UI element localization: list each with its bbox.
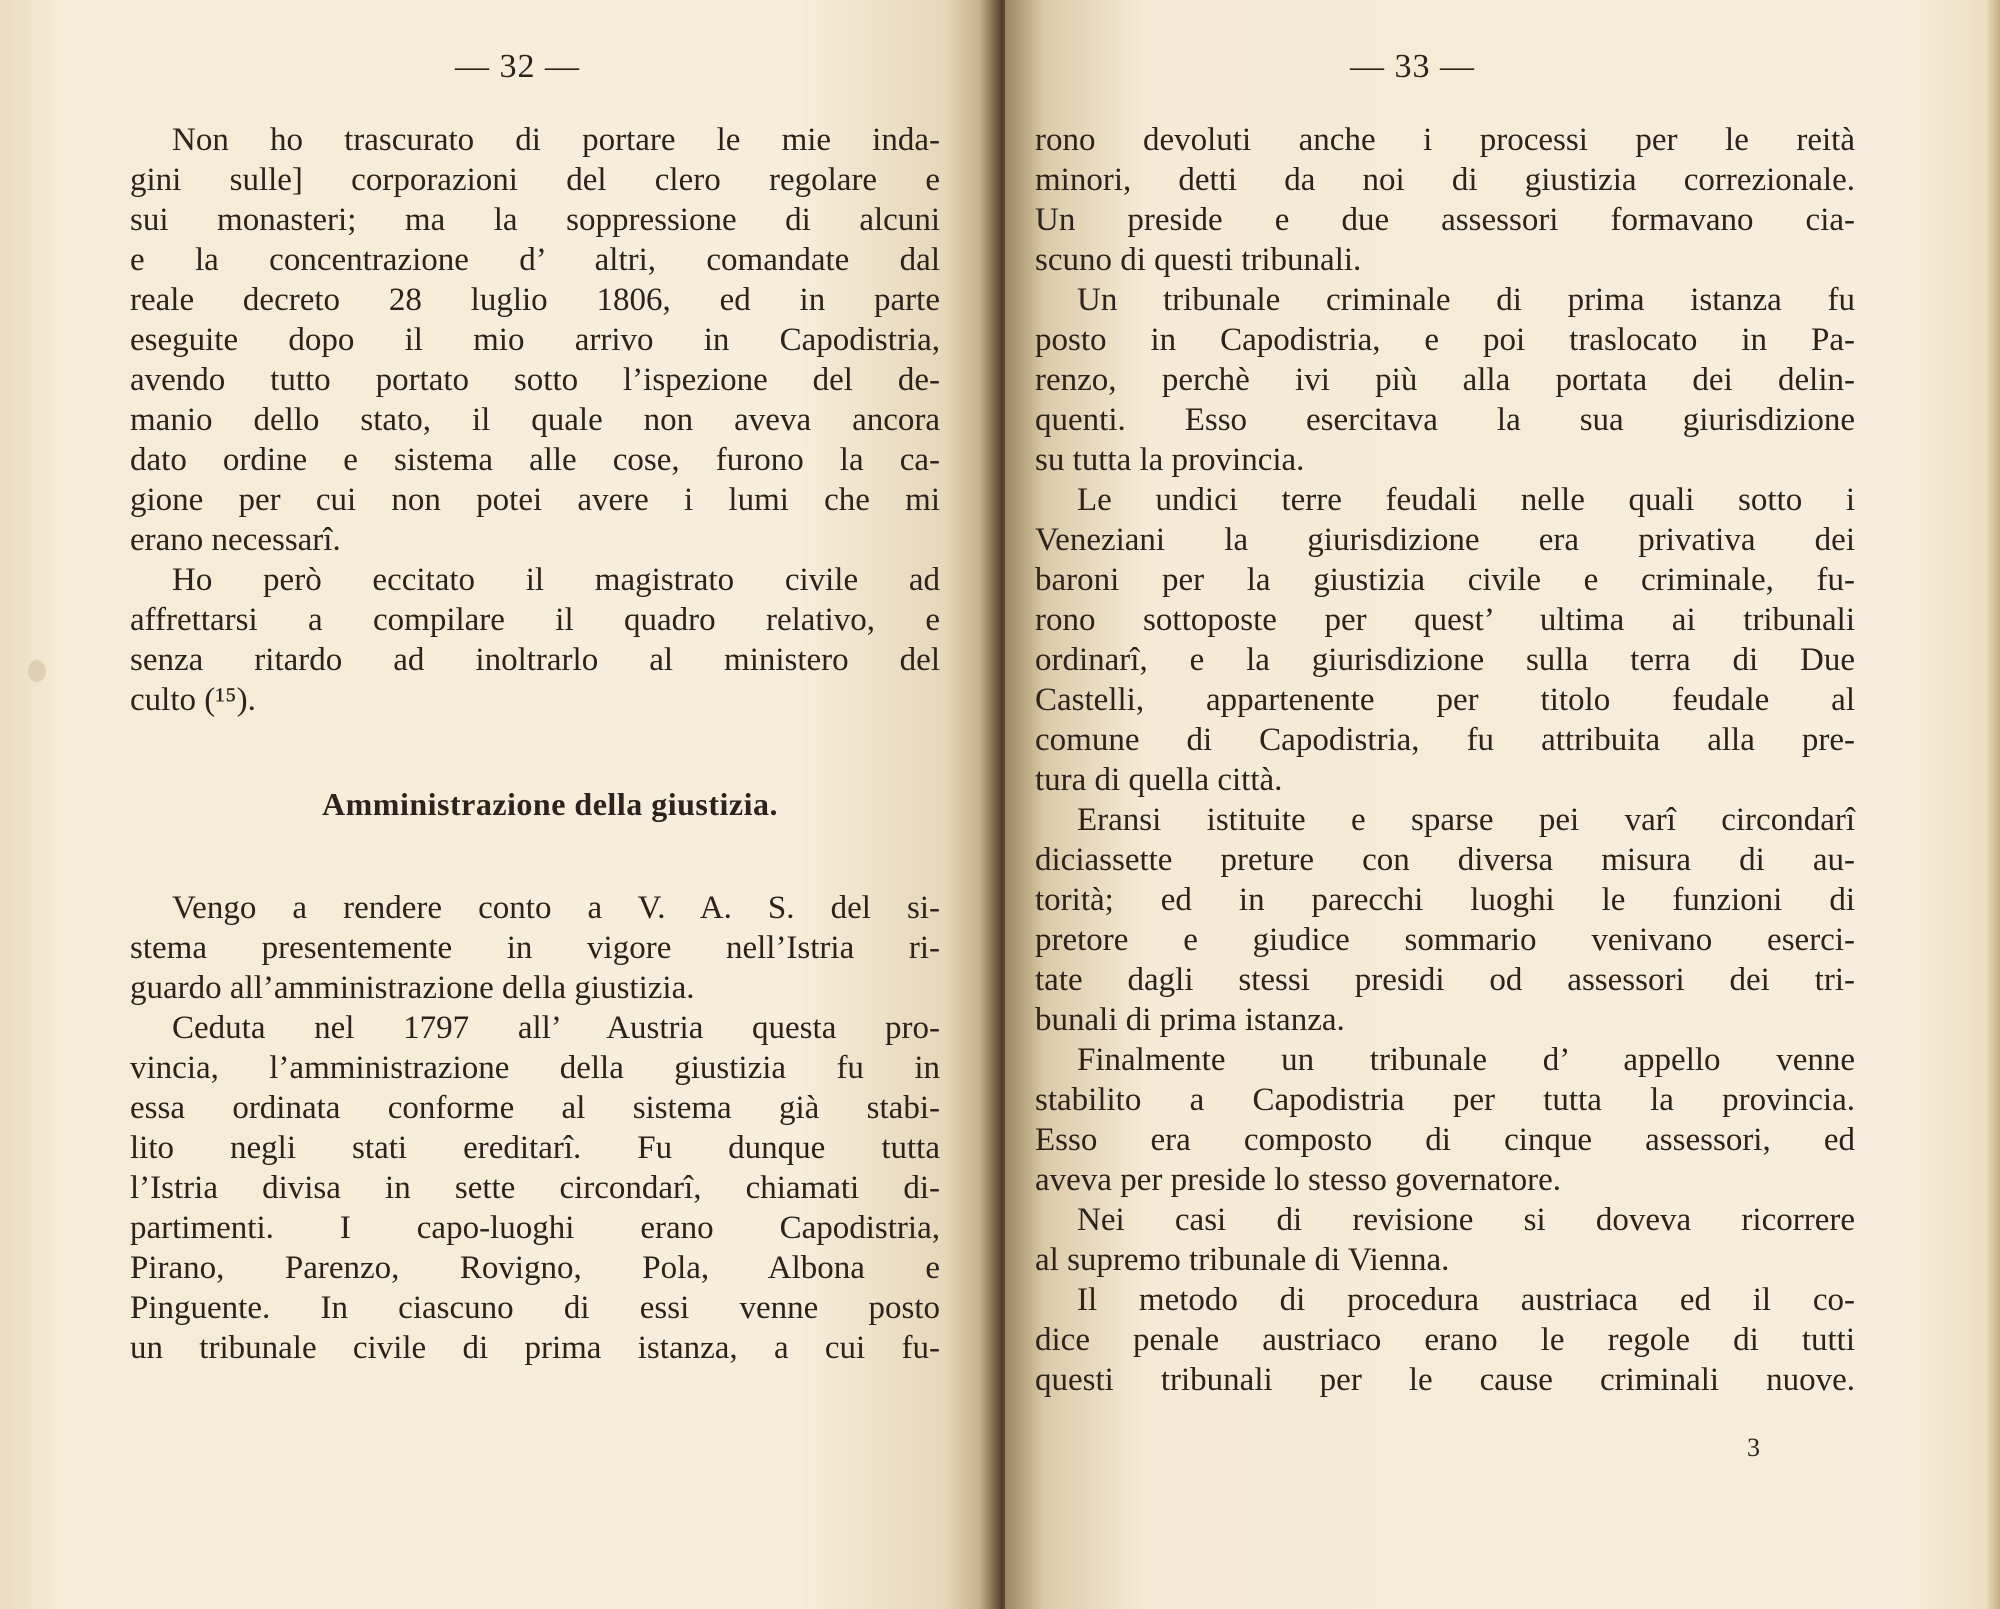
text-line: Esso era composto di cinque assessori, ed: [1035, 1122, 1855, 1158]
text-line: tate dagli stessi presidi od assessori dei tri-: [1035, 962, 1855, 998]
text-line: senza ritardo ad inoltrarlo al ministero del: [130, 642, 940, 678]
text-line: stabilito a Capodistria per tutta la provincia.: [1035, 1082, 1855, 1118]
text-line: dato ordine e sistema alle cose, furono la ca-: [130, 442, 940, 478]
text-line: Vengo a rendere conto a V. A. S. del si-: [172, 890, 940, 926]
left-page: [0, 0, 995, 1609]
printer-signature-mark: 3: [1747, 1433, 1760, 1462]
right-page-text: [1035, 120, 1855, 1400]
spacer: [130, 720, 940, 784]
text-line: avendo tutto portato sotto l’ispezione del de-: [130, 362, 940, 398]
text-line: tura di quella città.: [1035, 762, 1283, 798]
text-line: ordinarî, e la giurisdizione sulla terra di Due: [1035, 642, 1855, 678]
text-line: vincia, l’amministrazione della giustizia fu in: [130, 1050, 940, 1086]
text-line: culto (¹⁵).: [130, 682, 256, 718]
text-line: Eransi istituite e sparse pei varî circondarî: [1077, 802, 1855, 838]
text-line: reale decreto 28 luglio 1806, ed in parte: [130, 282, 940, 318]
text-line: Pirano, Parenzo, Rovigno, Pola, Albona e: [130, 1250, 940, 1286]
right-page-number: — 33 —: [1350, 48, 1475, 85]
text-line: Non ho trascurato di portare le mie inda-: [172, 122, 940, 158]
text-line: pretore e giudice sommario venivano eserci-: [1035, 922, 1855, 958]
text-line: Il metodo di procedura austriaca ed il co-: [1077, 1282, 1855, 1318]
text-line: diciassette preture con diversa misura di au-: [1035, 842, 1855, 878]
text-line: Veneziani la giurisdizione era privativa dei: [1035, 522, 1855, 558]
text-line: quenti. Esso esercitava la sua giurisdizione: [1035, 402, 1855, 438]
text-line: al supremo tribunale di Vienna.: [1035, 1242, 1450, 1278]
text-line: un tribunale civile di prima istanza, a cui fu-: [130, 1330, 940, 1366]
text-line: Le undici terre feudali nelle quali sotto i: [1077, 482, 1855, 518]
text-line: questi tribunali per le cause criminali nuove.: [1035, 1362, 1855, 1398]
text-line: partimenti. I capo-luoghi erano Capodistria,: [130, 1210, 940, 1246]
text-line: minori, detti da noi di giustizia correzionale.: [1035, 162, 1855, 198]
text-line: stema presentemente in vigore nell’Istria ri-: [130, 930, 940, 966]
left-page-number: — 32 —: [455, 48, 580, 85]
text-line: Nei casi di revisione si doveva ricorrere: [1077, 1202, 1855, 1238]
text-line: eseguite dopo il mio arrivo in Capodistria,: [130, 322, 940, 358]
text-line: guardo all’amministrazione della giustizia.: [130, 970, 695, 1006]
text-line: e la concentrazione d’ altri, comandate dal: [130, 242, 940, 278]
text-line: baroni per la giustizia civile e criminale, fu-: [1035, 562, 1855, 598]
text-line: dice penale austriaco erano le regole di tutti: [1035, 1322, 1855, 1358]
text-line: renzo, perchè ivi più alla portata dei delin-: [1035, 362, 1855, 398]
text-line: affrettarsi a compilare il quadro relativo, e: [130, 602, 940, 638]
text-line: erano necessarî.: [130, 522, 341, 558]
text-line: scuno di questi tribunali.: [1035, 242, 1362, 278]
text-line: Un tribunale criminale di prima istanza fu: [1077, 282, 1855, 318]
text-line: gini sulle] corporazioni del clero regolare e: [130, 162, 940, 198]
text-line: manio dello stato, il quale non aveva ancora: [130, 402, 940, 438]
text-line: Finalmente un tribunale d’ appello venne: [1077, 1042, 1855, 1078]
text-line: Pinguente. In ciascuno di essi venne posto: [130, 1290, 940, 1326]
text-line: essa ordinata conforme al sistema già stabi-: [130, 1090, 940, 1126]
text-line: sui monasteri; ma la soppressione di alcuni: [130, 202, 940, 238]
spacer: [130, 824, 940, 888]
text-line: comune di Capodistria, fu attribuita alla pre-: [1035, 722, 1855, 758]
text-line: gione per cui non potei avere i lumi che mi: [130, 482, 940, 518]
text-line: Ceduta nel 1797 all’ Austria questa pro-: [172, 1010, 940, 1046]
text-line: Ho però eccitato il magistrato civile ad: [172, 562, 940, 598]
text-line: rono sottoposte per quest’ ultima ai tribunali: [1035, 602, 1855, 638]
text-line: Un preside e due assessori formavano cia-: [1035, 202, 1855, 238]
text-line: aveva per preside lo stesso governatore.: [1035, 1162, 1561, 1198]
right-page: [1005, 0, 2000, 1609]
left-page-text: [130, 120, 940, 1368]
text-line: lito negli stati ereditarî. Fu dunque tutta: [130, 1130, 940, 1166]
text-line: su tutta la provincia.: [1035, 442, 1305, 478]
paper-stain: [28, 660, 46, 682]
text-line: bunali di prima istanza.: [1035, 1002, 1345, 1038]
text-line: Castelli, appartenente per titolo feudale al: [1035, 682, 1855, 718]
text-line: l’Istria divisa in sette circondarî, chiamati di-: [130, 1170, 940, 1206]
text-line: torità; ed in parecchi luoghi le funzioni di: [1035, 882, 1855, 918]
text-line: rono devoluti anche i processi per le reità: [1035, 122, 1855, 158]
page-edge: [1988, 0, 2000, 1609]
section-heading: Amministrazione della giustizia.: [322, 786, 778, 822]
text-line: posto in Capodistria, e poi traslocato in Pa-: [1035, 322, 1855, 358]
